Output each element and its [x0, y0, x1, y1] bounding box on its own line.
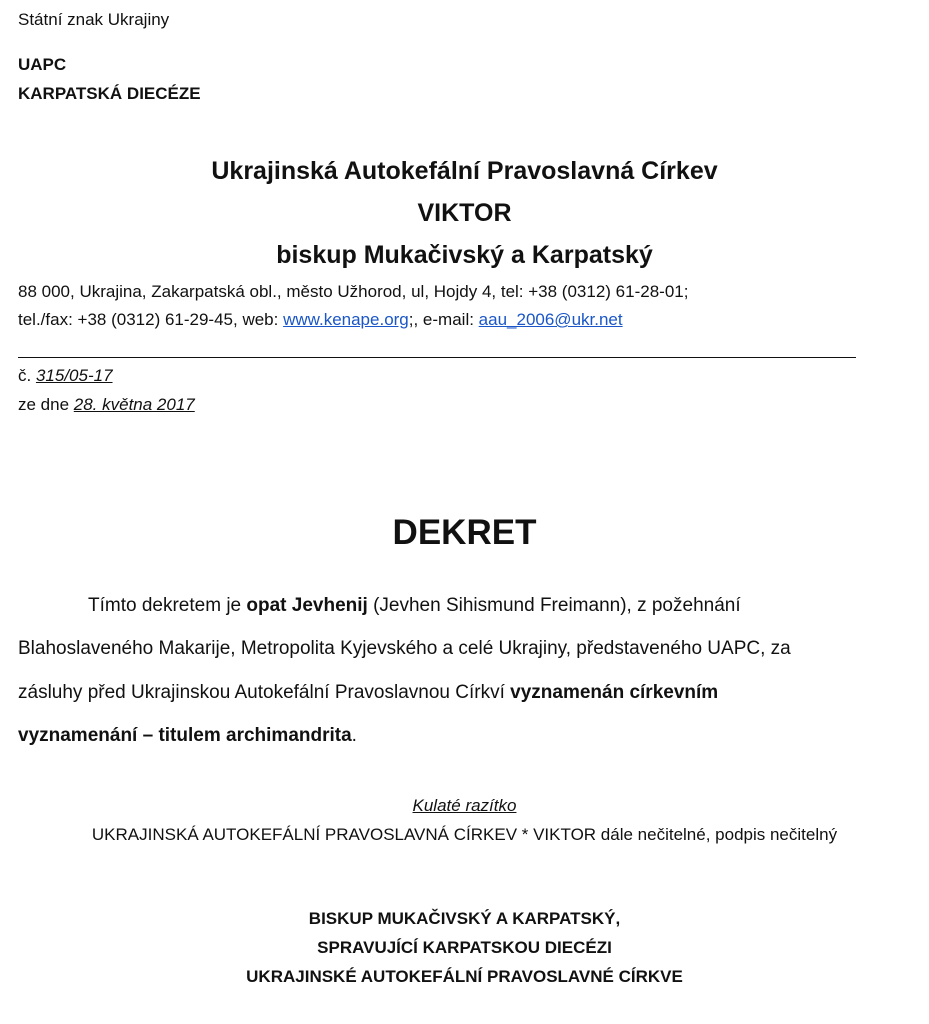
stamp-label-line	[0, 796, 929, 816]
body-line-4-bold: vyznamenání – titulem archimandrita	[18, 725, 352, 746]
body-line-4	[18, 724, 357, 748]
church-name: Ukrajinská Autokefální Pravoslavná Církev	[211, 157, 718, 185]
reference-number	[18, 366, 113, 386]
bishop-name: VIKTOR	[417, 199, 512, 227]
email-link[interactable]: aau_2006@ukr.net	[478, 310, 623, 329]
body-line-3	[18, 681, 718, 705]
reference-number-value: 315/05-17	[35, 366, 113, 385]
body-line-1-c: (Jevhen Sihismund Freimann), z požehnání	[367, 595, 741, 616]
reference-date-label: ze dne	[18, 395, 74, 414]
stamp-label: Kulaté razítko	[412, 796, 517, 815]
body-line-1	[88, 594, 741, 618]
reference-number-label: č.	[18, 366, 36, 385]
web-link[interactable]: www.kenape.org	[283, 310, 409, 329]
body-line-1-bold: opat Jevhenij	[246, 595, 368, 616]
signature-line-1: BISKUP MUKAČIVSKÝ A KARPATSKÝ,	[308, 909, 621, 928]
contact-line	[18, 310, 623, 330]
diocese-name: KARPATSKÁ DIECÉZE	[18, 84, 201, 103]
reference-date-value: 28. května 2017	[73, 395, 195, 414]
signature-line-3: UKRAJINSKÉ AUTOKEFÁLNÍ PRAVOSLAVNÉ CÍRKVE	[246, 967, 683, 986]
letterhead-divider	[18, 357, 856, 358]
signature-line-2: SPRAVUJÍCÍ KARPATSKOU DIECÉZI	[317, 938, 612, 957]
body-line-2: Blahoslaveného Makarije, Metropolita Kyjevského a celé Ukrajiny, představeného UAPC, za	[18, 638, 791, 659]
contact-prefix: tel./fax: +38 (0312) 61-29-45, web:	[18, 310, 284, 329]
contact-mid: ;, e-mail:	[408, 310, 479, 329]
stamp-text: UKRAJINSKÁ AUTOKEFÁLNÍ PRAVOSLAVNÁ CÍRKEV * VIKTOR dále nečitelné, podpis nečitelný	[91, 825, 838, 844]
body-line-3-bold: vyznamenán církevním	[510, 682, 719, 703]
document-title: DEKRET	[392, 513, 537, 552]
body-line-3-a: zásluhy před Ukrajinskou Autokefální Pravoslavnou Církví	[18, 682, 511, 703]
address-line: 88 000, Ukrajina, Zakarpatská obl., město Užhorod, ul, Hojdy 4, tel: +38 (0312) 61-28-01;	[18, 282, 689, 301]
reference-date	[18, 395, 195, 415]
org-short-name: UAPC	[18, 55, 67, 74]
body-line-1-a: Tímto dekretem je	[88, 595, 247, 616]
bishop-title: biskup Mukačivský a Karpatský	[276, 241, 653, 269]
coat-of-arms-note: Státní znak Ukrajiny	[18, 10, 170, 29]
body-line-4-end: .	[351, 725, 357, 746]
